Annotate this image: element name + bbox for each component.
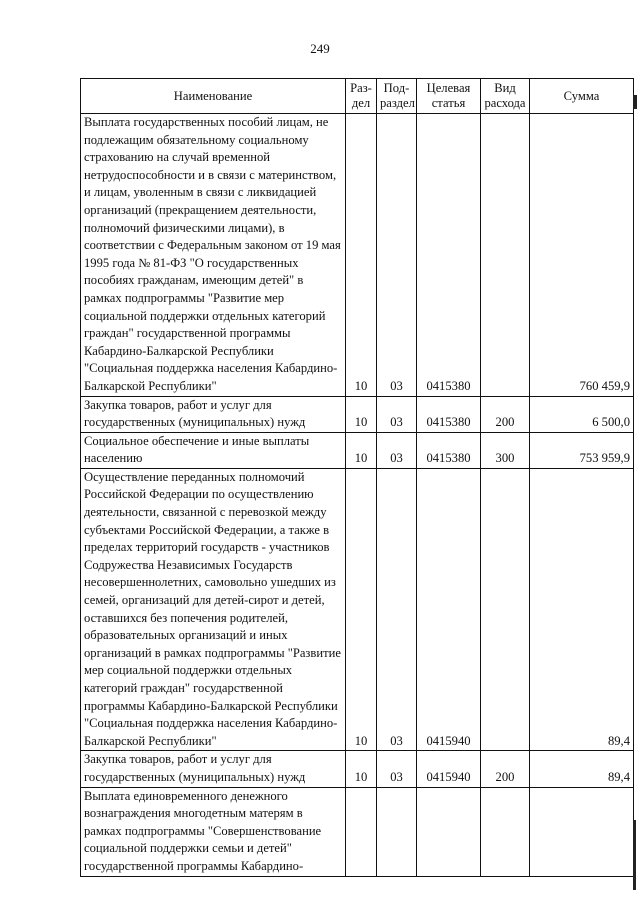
row-amount: 760 459,9 xyxy=(530,114,634,397)
row-target-article: 0415940 xyxy=(417,468,481,751)
row-subsection: 03 xyxy=(377,751,417,787)
page-number: 249 xyxy=(310,41,330,56)
row-section: 10 xyxy=(346,432,377,468)
row-section: 10 xyxy=(346,751,377,787)
budget-table xyxy=(80,78,634,877)
table-row xyxy=(81,468,634,751)
row-name: Закупка товаров, работ и услуг для государственных (муниципальных) нужд xyxy=(81,396,346,432)
table-row xyxy=(81,751,634,787)
header-section: Раз-дел xyxy=(346,79,377,114)
row-expense-type xyxy=(481,468,530,751)
row-target-article: 0415380 xyxy=(417,114,481,397)
row-amount: 89,4 xyxy=(530,751,634,787)
row-target-article xyxy=(417,787,481,876)
row-expense-type: 300 xyxy=(481,432,530,468)
row-expense-type xyxy=(481,787,530,876)
row-amount: 753 959,9 xyxy=(530,432,634,468)
row-amount: 89,4 xyxy=(530,468,634,751)
header-name: Наименование xyxy=(81,79,346,114)
row-section: 10 xyxy=(346,396,377,432)
row-subsection: 03 xyxy=(377,468,417,751)
table-row xyxy=(81,787,634,876)
row-expense-type: 200 xyxy=(481,751,530,787)
row-name: Выплата единовременного денежного вознаграждения многодетным матерям в рамках подпрограммы "Совершенствование социальной поддержки семьи и детей" государственной программы Кабардино- xyxy=(81,787,346,876)
row-name: Выплата государственных пособий лицам, не подлежащим обязательному социальному страхованию на случай временной нетрудоспособности и в связи с материнством, и лицам, уволенным в связи с ликвидацией организаций (прекращением деятельности, полномочий физическими лицами), в соответствии с Федеральным законом от 19 мая 1995 года № 81-ФЗ "О государственных пособиях гражданам, имеющим детей" в рамках подпрограммы "Развитие мер социальной поддержки отдельных категорий граждан" государственной программы Кабардино-Балкарской Республики "Социальная поддержка населения Кабардино-Балкарской Республики" xyxy=(81,114,346,397)
header-subsection: Под-раздел xyxy=(377,79,417,114)
table-row xyxy=(81,432,634,468)
table-row xyxy=(81,396,634,432)
row-subsection: 03 xyxy=(377,396,417,432)
row-amount xyxy=(530,787,634,876)
row-expense-type xyxy=(481,114,530,397)
scan-margin-mark xyxy=(633,95,637,109)
scan-margin-mark xyxy=(633,820,636,890)
header-target-article: Целевая статья xyxy=(417,79,481,114)
row-amount: 6 500,0 xyxy=(530,396,634,432)
row-section: 10 xyxy=(346,114,377,397)
row-name: Социальное обеспечение и иные выплаты населению xyxy=(81,432,346,468)
row-target-article: 0415380 xyxy=(417,396,481,432)
row-target-article: 0415380 xyxy=(417,432,481,468)
table-row xyxy=(81,114,634,397)
header-expense-type: Вид расхода xyxy=(481,79,530,114)
row-section: 10 xyxy=(346,468,377,751)
table-header-row xyxy=(81,79,634,114)
row-target-article: 0415940 xyxy=(417,751,481,787)
row-section xyxy=(346,787,377,876)
row-name: Закупка товаров, работ и услуг для государственных (муниципальных) нужд xyxy=(81,751,346,787)
row-expense-type: 200 xyxy=(481,396,530,432)
header-amount: Сумма xyxy=(530,79,634,114)
row-subsection xyxy=(377,787,417,876)
row-subsection: 03 xyxy=(377,114,417,397)
row-subsection: 03 xyxy=(377,432,417,468)
row-name: Осуществление переданных полномочий Российской Федерации по осуществлению деятельности, связанной с перевозкой между субъектами Российской Федерации, а также в пределах территорий государств - участников Содружества Независимых Государств несовершеннолетних, самовольно ушедших из семей, организаций для детей-сирот и детей, оставшихся без попечения родителей, образовательных организаций и иных организаций в рамках подпрограммы "Развитие мер социальной поддержки отдельных категорий граждан" государственной программы Кабардино-Балкарской Республики "Социальная поддержка населения Кабардино-Балкарской Республики" xyxy=(81,468,346,751)
